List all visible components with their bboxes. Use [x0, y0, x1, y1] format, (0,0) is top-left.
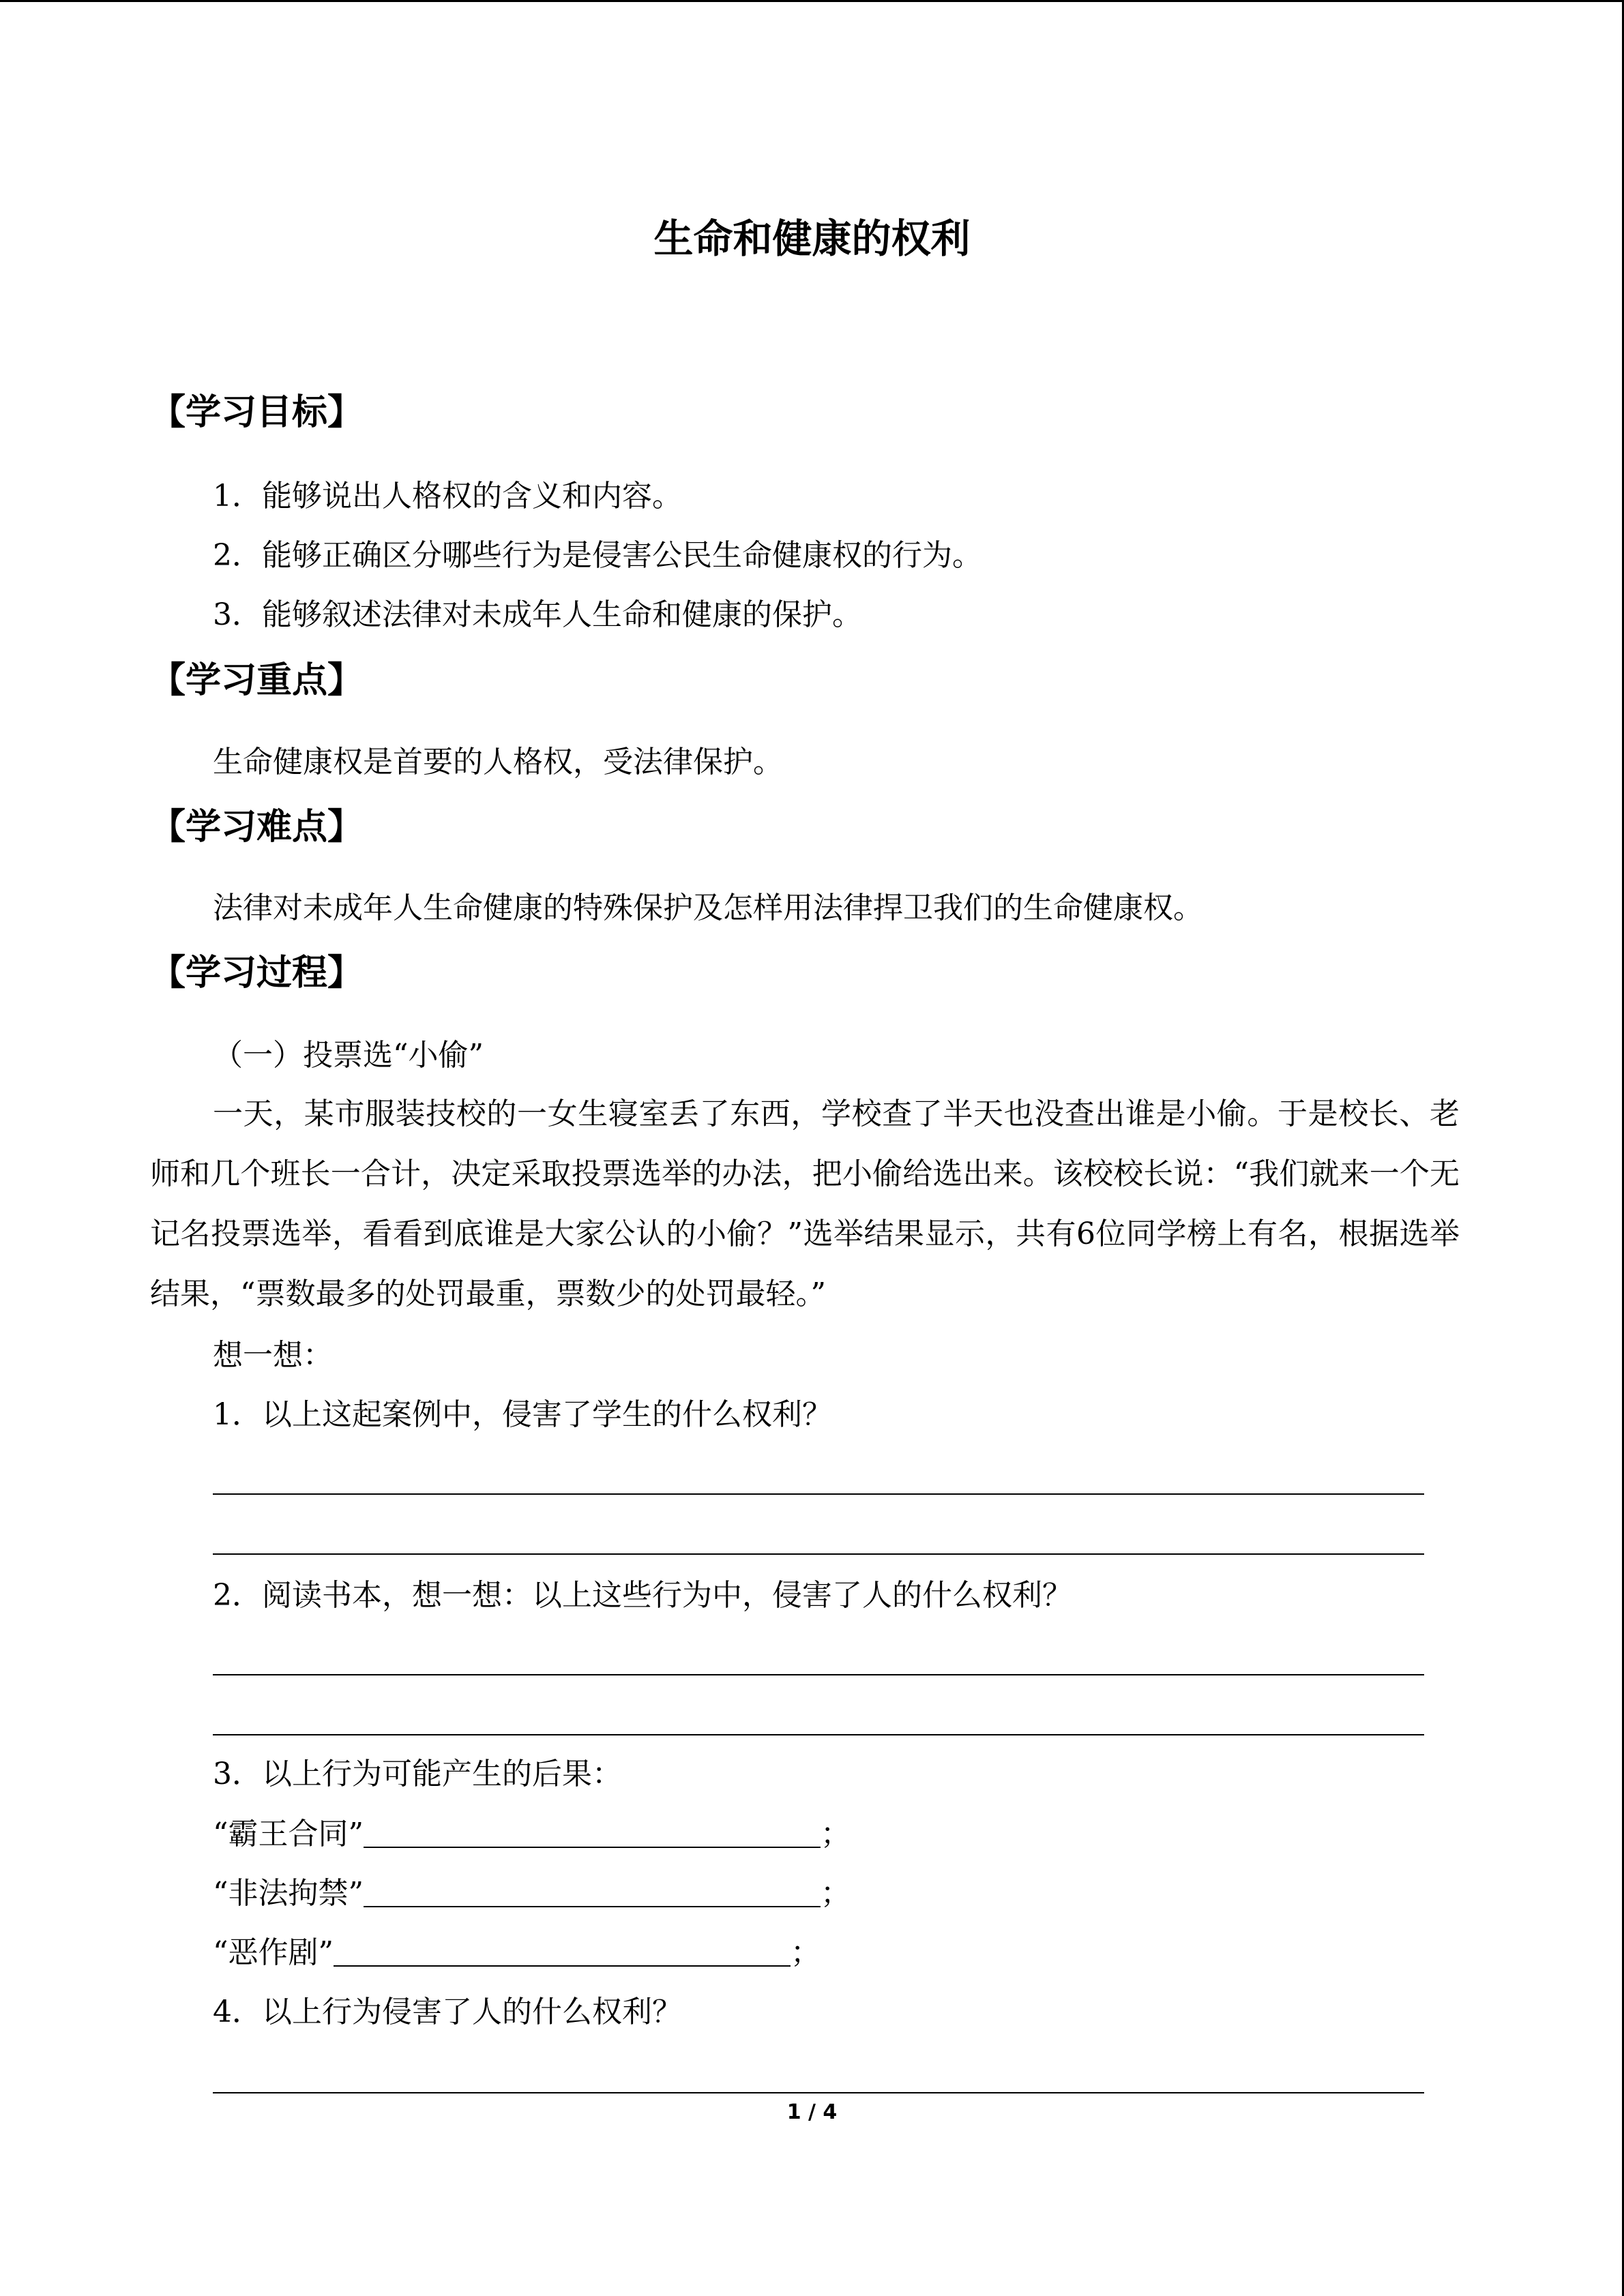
focus-text: 生命健康权是首要的人格权，受法律保护。	[213, 745, 783, 779]
focus-heading: 【学习重点】	[150, 660, 364, 701]
consequence-end: ；	[791, 1935, 821, 1970]
consequence-label: “霸王合同”	[213, 1817, 364, 1851]
top-border	[0, 0, 1624, 2]
answer-line[interactable]	[213, 1493, 1424, 1495]
answer-line[interactable]	[213, 1553, 1424, 1555]
consequence-end: ；	[821, 1876, 851, 1911]
answer-line[interactable]	[213, 1734, 1424, 1735]
question-2: 2．阅读书本，想一想：以上这些行为中，侵害了人的什么权利？	[213, 1578, 1072, 1613]
question-1: 1．以上这起案例中，侵害了学生的什么权利？	[213, 1397, 832, 1432]
page-title: 生命和健康的权利	[653, 215, 971, 262]
consequence-end: ；	[821, 1817, 851, 1851]
consequence-row	[213, 1873, 851, 1914]
case-story: 一天，某市服装技校的一女生寝室丢了东西，学校查了半天也没查出谁是小偷。于是校长、老师和几个班长一合计，决定采取投票选举的办法，把小偷给选出来。该校校长说：“我们就来一个无记名投票选举，看看到底谁是大家公认的小偷？”选举结果显示，共有6位同学榜上有名，根据选举结果，“票数最多的处罚最重，票数少的处罚最轻。”	[150, 1097, 1460, 1311]
difficulty-text: 法律对未成年人生命健康的特殊保护及怎样用法律捍卫我们的生命健康权。	[213, 891, 1203, 925]
fill-blank[interactable]	[364, 1906, 821, 1907]
goal-item-1: 1．能够说出人格权的含义和内容。	[213, 479, 682, 513]
think-label: 想一想：	[213, 1338, 333, 1373]
answer-line[interactable]	[213, 1674, 1424, 1675]
goal-item-2: 2．能够正确区分哪些行为是侵害公民生命健康权的行为。	[213, 538, 982, 573]
consequence-label: “非法拘禁”	[213, 1876, 364, 1911]
fill-blank[interactable]	[334, 1965, 791, 1967]
consequence-label: “恶作剧”	[213, 1935, 334, 1970]
page-number: 1 / 4	[786, 2100, 838, 2124]
fill-blank[interactable]	[364, 1847, 821, 1848]
difficulty-heading: 【学习难点】	[150, 807, 364, 848]
question-4: 4．以上行为侵害了人的什么权利？	[213, 1995, 682, 2029]
goals-heading: 【学习目标】	[150, 392, 364, 433]
process-heading: 【学习过程】	[150, 953, 364, 994]
case-subtitle: （一）投票选“小偷”	[213, 1038, 484, 1073]
question-3: 3．以上行为可能产生的后果：	[213, 1757, 622, 1791]
consequence-row	[213, 1933, 821, 1973]
consequence-row	[213, 1814, 851, 1855]
goal-item-3: 3．能够叙述法律对未成年人生命和健康的保护。	[213, 597, 862, 632]
answer-line[interactable]	[213, 2092, 1424, 2093]
